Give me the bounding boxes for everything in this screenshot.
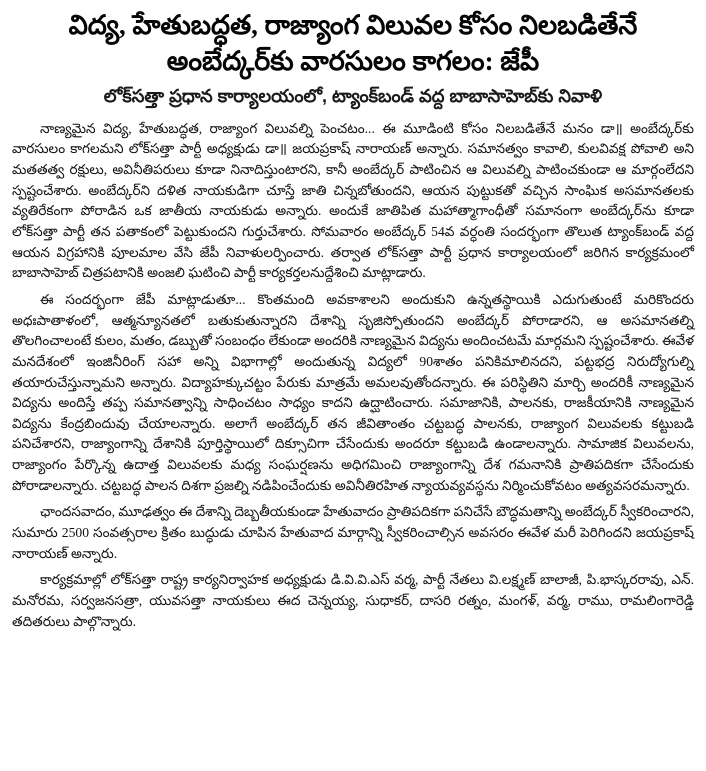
article-subheadline: లోక్‌సత్తా ప్రధాన కార్యాలయంలో, ట్యాంక్‌బండ్ వద్ద బాబాసాహెబ్‌కు నివాళి: [103, 86, 603, 107]
article-paragraph-2: ఈ సందర్భంగా జేపీ మాట్లాడుతూ... కొంతమంది అవకాశాలని అందుకుని ఉన్నతస్థాయికి ఎదుగుతుంటే మరికొందరు అధఃపాతాళంలో, ఆత్మన్యూనతలో బతుకుతున్నారని దేశాన్ని సృజిస్పోతుందని అంబేద్కర్ పోరాడారని, ఆ అసమానతల్ని తొలగించాలంటే కులం, మతం, డబ్బుతో సంబంధం లేకుండా అందరికి నాణ్యమైన విద్యను అందించటమే మార్గమని స్పష్టంచేశారు. ఈవేళ మనదేశంలో ఇంజినీరింగ్ సహా అన్ని విభాగాల్లో అందుతున్న విద్యలో 90శాతం పనికిమాలినదని, పట్టభద్ర నిరుద్యోగుల్ని తయారుచేస్తున్నామని అన్నారు. విద్యాహక్కుచట్టం పేరుకు మాత్రమే అమలవుతోందన్నారు. ఈ పరిస్థితిని మార్చి అందరికీ నాణ్యమైన విద్యను అందిస్తే తప్ప సమానత్వాన్ని సాధించటం సాధ్యం కాదని ఉద్ఘాటించారు. సమాజానికి, పాలనకు, రాజకీయానికి నాణ్యమైన విద్యను కేంద్రబిందువు చేయాలన్నారు. అలాగే అంబేద్కర్ తన జీవితాంతం చట్టబద్ధ పాలనకు, రాజ్యాంగ విలువలకు కట్టుబడి పనిచేశారని, రాజ్యాంగాన్ని దేశానికి పూర్తిస్థాయిలో దిక్సూచిగా చేసేందుకు అందరూ కట్టుబడి ఉండాలన్నారు. సామాజిక విలువలను, రాజ్యాంగం పేర్కొన్న ఉదాత్త విలువలకు మధ్య సంఘర్షణను అధిగమించి రాజ్యాంగాన్ని దేశ గమనానికి ప్రాతిపదికగా చేసేందుకు పోరాడాలన్నారు. చట్టబద్ధ పాలన దిశగా ప్రజల్ని నడిపించేందుకు అవినీతిరహిత న్యాయవ్యవస్థను నిర్మించుకోవటం అత్యవసరమన్నారు.: [12, 291, 694, 493]
article-paragraph-3: ఛాందసవాదం, మూఢత్వం ఈ దేశాన్ని దెబ్బతీయకుండా హేతువాదం ప్రాతిపదికగా పనిచేసే బౌద్ధమతాన్ని అంబేద్కర్ స్వీకరించారని, సుమారు 2500 సంవత్సరాల క్రితం బుద్ధుడు చూపిన హేతువాద మార్గాన్ని స్వీకరించాల్సిన అవసరం ఈవేళ మరీ పెరిగిందని జయప్రకాష్ నారాయణ్ అన్నారు.: [12, 504, 694, 561]
article-paragraph-4: కార్యక్రమాల్లో లోక్‌సత్తా రాష్ట్ర కార్యనిర్వాహక అధ్యక్షుడు డి.వి.వి.ఎస్ వర్మ, పార్టీ నేతలు వి.లక్ష్మణ్ బాలాజీ, పి.భాస్కరరావు, ఎన్. మనోరమ, సర్వజనసత్రా, యువసత్తా నాయకులు ఈద చెన్నయ్య, సుధాకర్, దాసరి రత్నం, మంగళ్, వర్మ, రాము, రామలింగారెడ్డి తదితరులు పాల్గొన్నారు.: [12, 572, 694, 629]
article-body: [12, 119, 694, 633]
article-paragraph-1: నాణ్యమైన విద్య, హేతుబద్ధత, రాజ్యాంగ విలువల్ని పెంచటం... ఈ మూడింటి కోసం నిలబడితేనే మనం డా॥ అంబేద్కర్‌కు వారసులం కాగలమని లోక్‌సత్తా పార్టీ అధ్యక్షుడు డా॥ జయప్రకాష్ నారాయణ్ అన్నారు. సమానత్వం కావాలి, కులవివక్ష పోవాలి అని మతతత్వ రక్షులు, అవినీతిపరులు కూడా నినాదిస్తుంటారని, కానీ అంబేద్కర్ పాటించిన ఆ విలువల్ని పాటించకుండా ఆ మార్గంలేదని స్పష్టంచేశారు. అంబేద్కర్‌ని దళిత నాయకుడిగా చూస్తే జాతి చిన్నబోతుందని, ఆయన పుట్టుకతో వచ్చిన సాంఘిక అసమానతలకు వ్యతిరేకంగా పోరాడిన ఒక జాతీయ నాయకుడు అన్నారు. అందుకే జాతిపిత మహాత్మాగాంధీతో సమానంగా అంబేద్కర్‌ను కూడా లోక్‌సత్తా పార్టీ తన పతాకంలో పెట్టుకుందని గుర్తుచేశారు. సోమవారం అంబేద్కర్ 54వ వర్ధంతి సందర్భంగా తొలుత ట్యాంక్‌బండ్ వద్ద ఆయన విగ్రహానికి పూలమాల వేసి జేపీ నివాళులర్పించారు. తర్వాత లోక్‌సత్తా పార్టీ ప్రధాన కార్యాలయంలో జరిగిన కార్యక్రమంలో బాబాసాహెబ్ చిత్రపటానికి అంజలి ఘటించి పార్టీ కార్యకర్తలనుద్దేశించి మాట్లాడారు.: [12, 120, 694, 281]
article-headline: విద్య, హేతుబద్ధత, రాజ్యాంగ విలువల కోసం నిలబడితేనే అంబేద్కర్‌కు వారసులం కాగలం: జేపీ: [68, 10, 638, 76]
